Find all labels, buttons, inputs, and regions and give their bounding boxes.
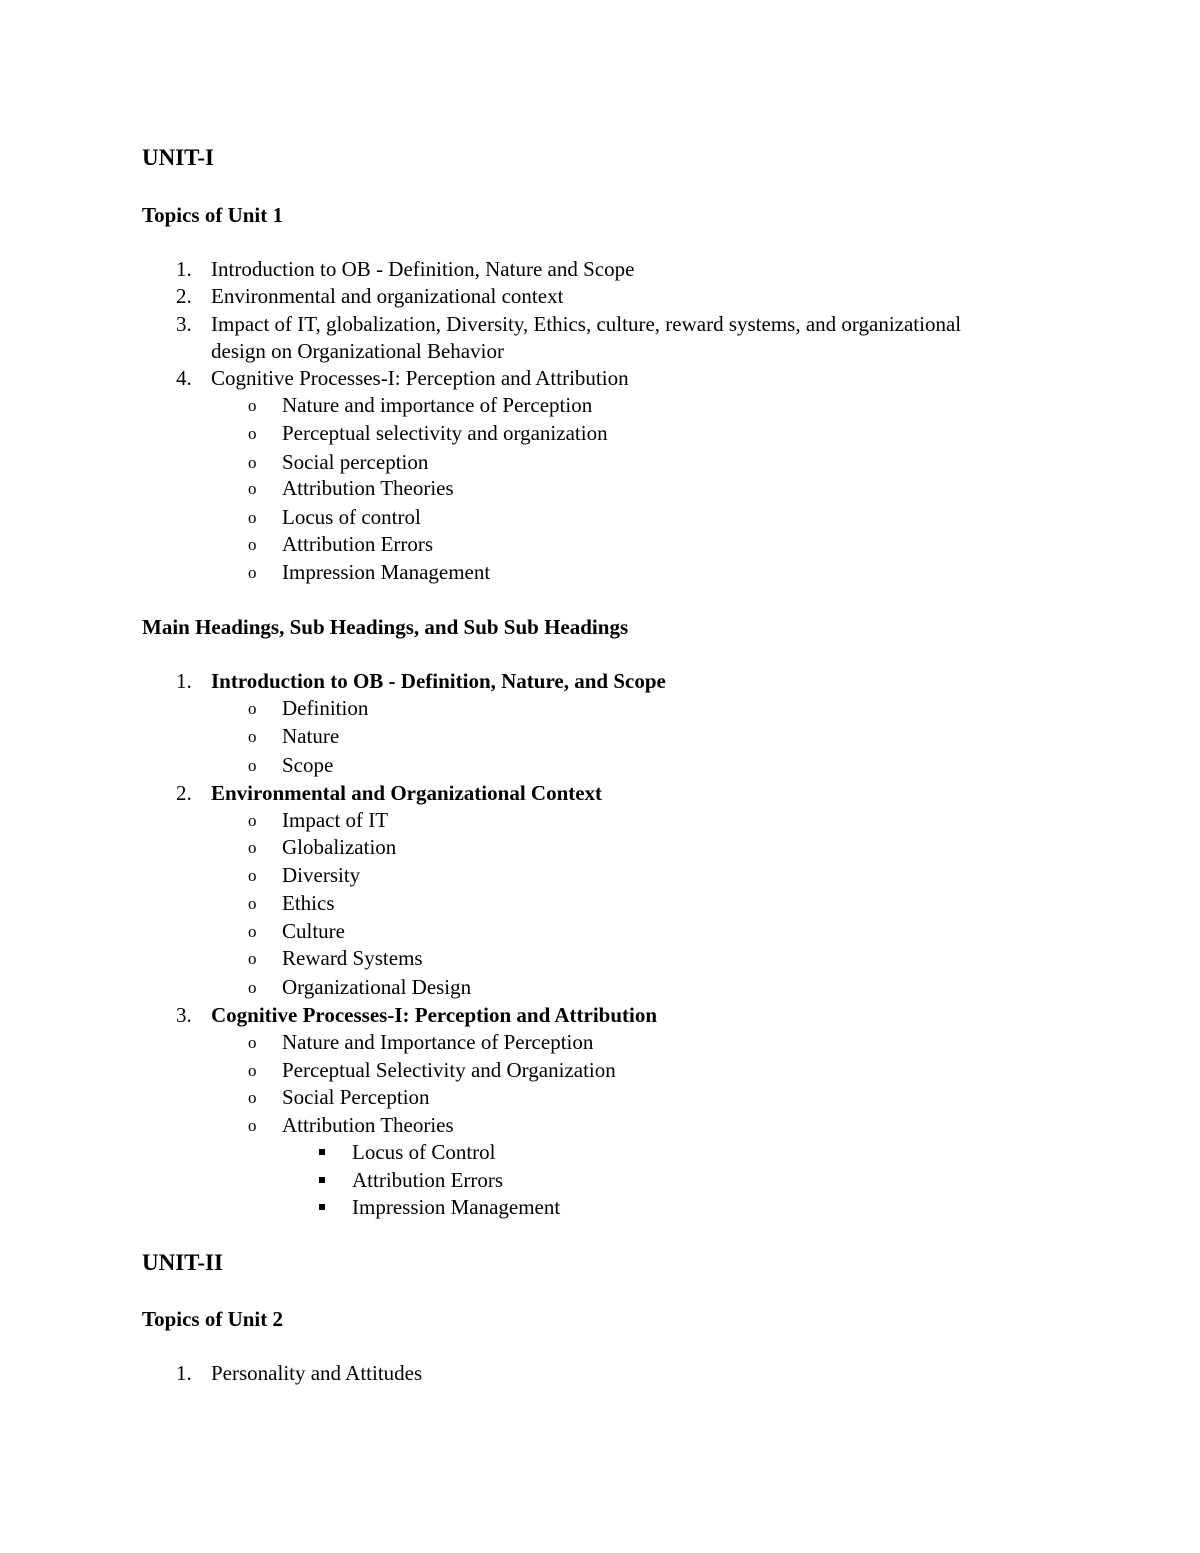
sub-list-item: Perceptual selectivity and organization <box>282 421 608 445</box>
bullet-icon: o <box>248 453 257 472</box>
sub-heading: Culture <box>282 919 345 943</box>
list-number: 2. <box>176 284 192 308</box>
main-heading: Introduction to OB - Definition, Nature, and Scope <box>211 669 666 693</box>
bullet-icon: o <box>248 1088 257 1107</box>
sub-sub-heading: Impression Management <box>352 1195 561 1219</box>
sub-list-item: Attribution Theories <box>282 476 454 500</box>
sub-heading: Diversity <box>282 863 361 887</box>
sub-heading: Globalization <box>282 835 397 859</box>
bullet-icon: o <box>248 978 257 997</box>
bullet-icon: o <box>248 396 257 415</box>
bullet-icon: o <box>248 699 257 718</box>
sub-sub-heading: Locus of Control <box>352 1140 496 1164</box>
sub-heading: Organizational Design <box>282 975 472 999</box>
bullet-icon: o <box>248 949 257 968</box>
list-number: 3. <box>176 1003 192 1027</box>
list-number: 1. <box>176 257 192 281</box>
main-heading: Environmental and Organizational Context <box>211 781 603 805</box>
unit-heading: UNIT-II <box>142 1250 223 1275</box>
sub-list-item: Attribution Errors <box>282 532 434 556</box>
sub-list-item: Locus of control <box>282 505 421 529</box>
list-number: 1. <box>176 669 192 693</box>
sub-heading: Definition <box>282 696 369 720</box>
sub-list-item: Nature and importance of Perception <box>282 393 593 417</box>
bullet-icon: o <box>248 811 257 830</box>
bullet-icon: o <box>248 727 257 746</box>
list-item: Introduction to OB - Definition, Nature and Scope <box>211 257 635 281</box>
bullet-icon: o <box>248 563 257 582</box>
list-item: Cognitive Processes-I: Perception and Attribution <box>211 366 629 390</box>
bullet-icon: o <box>248 479 257 498</box>
square-bullet-icon <box>319 1177 325 1183</box>
square-bullet-icon <box>319 1204 325 1210</box>
list-number: 3. <box>176 312 192 336</box>
bullet-icon: o <box>248 1116 257 1135</box>
unit-heading: UNIT-I <box>142 145 215 170</box>
sub-heading: Social Perception <box>282 1085 430 1109</box>
bullet-icon: o <box>248 894 257 913</box>
bullet-icon: o <box>248 866 257 885</box>
list-item: Environmental and organizational context <box>211 284 564 308</box>
sub-sub-heading: Attribution Errors <box>352 1168 504 1192</box>
topics-heading: Topics of Unit 2 <box>142 1307 284 1331</box>
bullet-icon: o <box>248 922 257 941</box>
list-item: Impact of IT, globalization, Diversity, Ethics, culture, reward systems, and organizational <box>211 312 962 336</box>
list-number: 4. <box>176 366 192 390</box>
bullet-icon: o <box>248 1061 257 1080</box>
bullet-icon: o <box>248 535 257 554</box>
sub-heading: Nature and Importance of Perception <box>282 1030 594 1054</box>
bullet-icon: o <box>248 838 257 857</box>
bullet-icon: o <box>248 508 257 527</box>
topics-heading: Topics of Unit 1 <box>142 203 284 227</box>
sub-heading: Reward Systems <box>282 946 423 970</box>
list-number: 2. <box>176 781 192 805</box>
sub-heading: Attribution Theories <box>282 1113 454 1137</box>
sub-heading: Scope <box>282 753 334 777</box>
list-number: 1. <box>176 1361 192 1385</box>
sub-heading: Perceptual Selectivity and Organization <box>282 1058 616 1082</box>
square-bullet-icon <box>319 1149 325 1155</box>
bullet-icon: o <box>248 1033 257 1052</box>
main-heading: Cognitive Processes-I: Perception and Attribution <box>211 1003 658 1027</box>
sub-list-item: Impression Management <box>282 560 491 584</box>
bullet-icon: o <box>248 424 257 443</box>
bullet-icon: o <box>248 756 257 775</box>
list-item: Personality and Attitudes <box>211 1361 423 1385</box>
sub-heading: Impact of IT <box>282 808 389 832</box>
sub-heading: Nature <box>282 724 340 748</box>
sub-list-item: Social perception <box>282 450 429 474</box>
list-item-continuation: design on Organizational Behavior <box>211 339 504 363</box>
sub-heading: Ethics <box>282 891 335 915</box>
section-heading: Main Headings, Sub Headings, and Sub Sub Headings <box>142 615 629 639</box>
